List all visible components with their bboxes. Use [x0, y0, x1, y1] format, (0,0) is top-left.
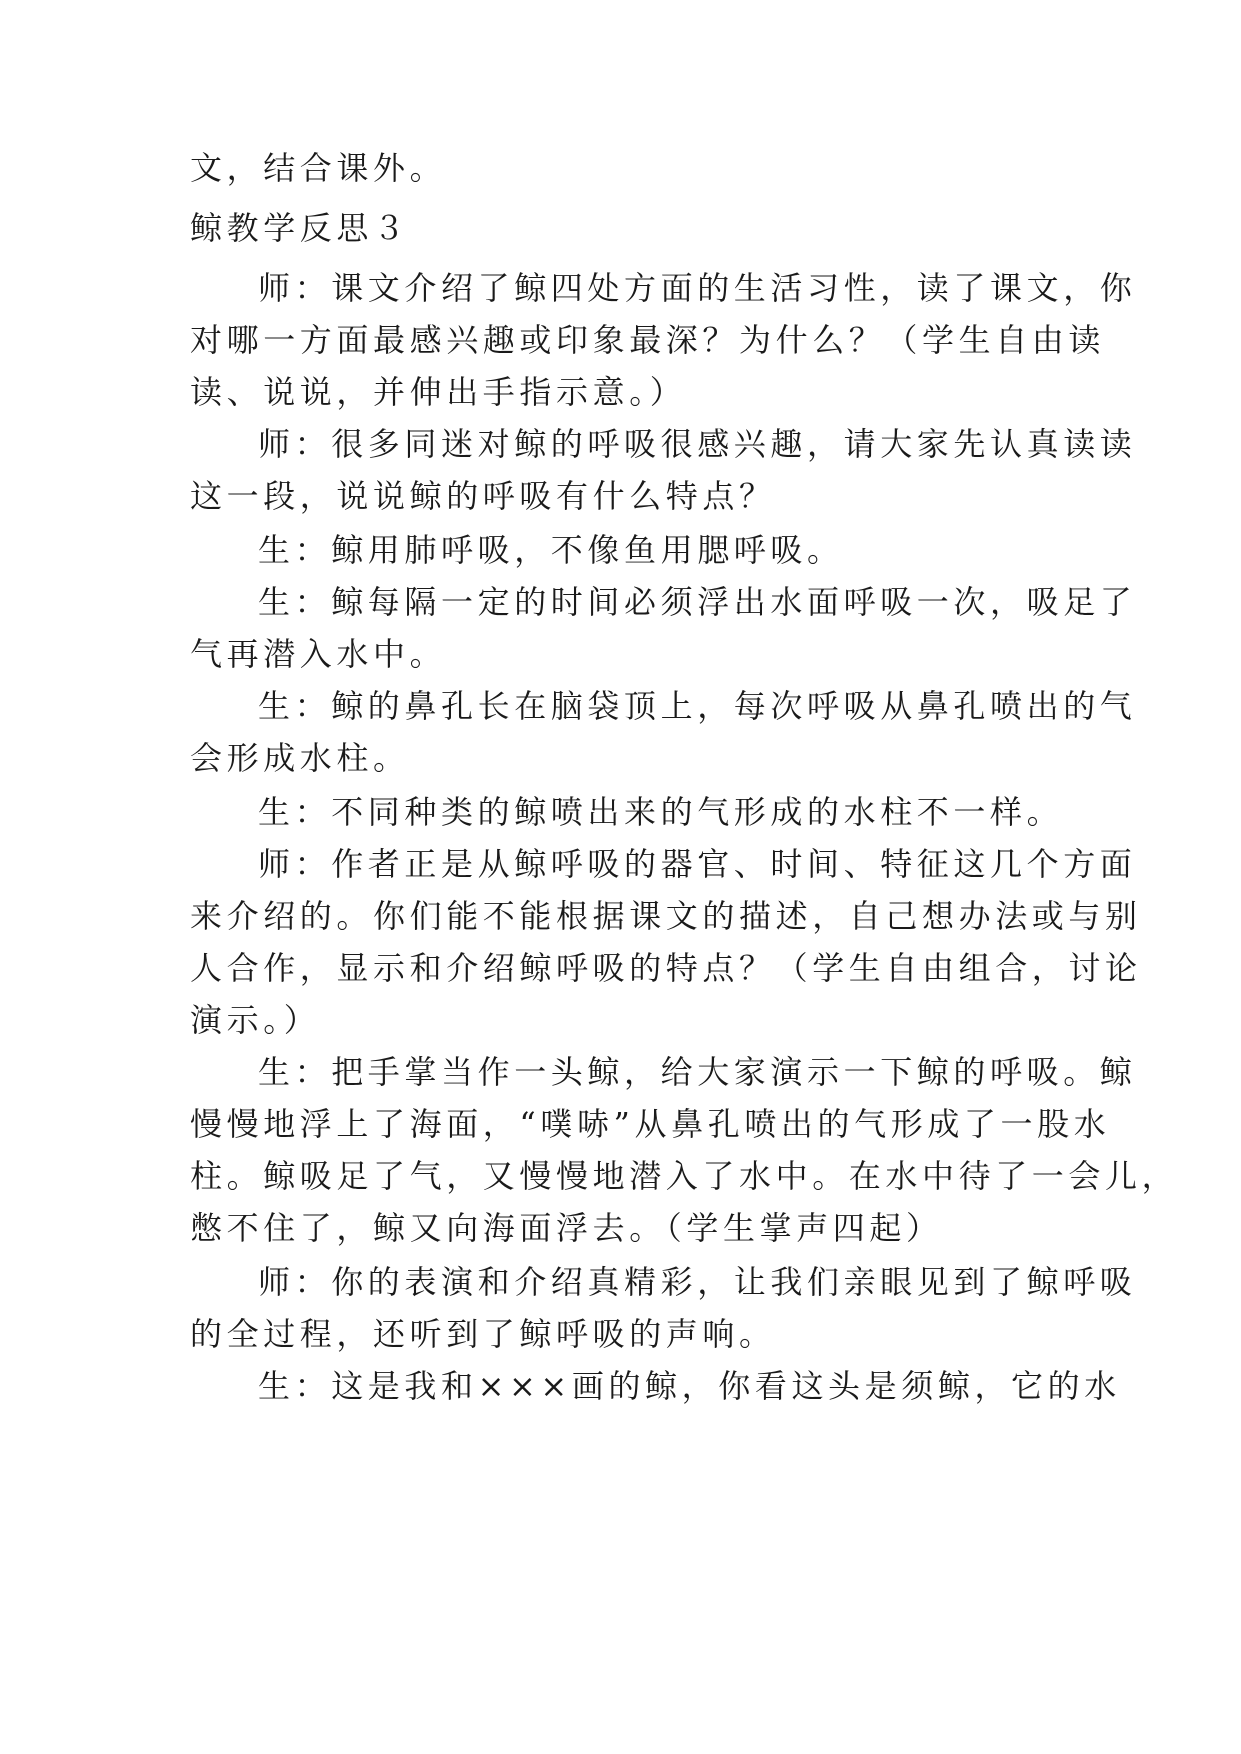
text-line: 会形成水柱。 — [190, 739, 410, 777]
text-line: 来介绍的。你们能不能根据课文的描述，自己想办法或与别 — [190, 897, 1142, 935]
text-line: 慢慢地浮上了海面，“噗哧”从鼻孔喷出的气形成了一股水 — [190, 1105, 1111, 1143]
text-line: 对哪一方面最感兴趣或印象最深？为什么？（学生自由读 — [190, 321, 1106, 359]
text-line: 生：鲸用肺呼吸，不像鱼用腮呼吸。 — [258, 531, 844, 569]
text-line: 师：很多同迷对鲸的呼吸很感兴趣，请大家先认真读读 — [258, 425, 1137, 463]
text-line: 气再潜入水中。 — [190, 635, 447, 673]
text-line: 生：不同种类的鲸喷出来的气形成的水柱不一样。 — [258, 793, 1064, 831]
text-line: 师：课文介绍了鲸四处方面的生活习性，读了课文，你 — [258, 269, 1137, 307]
text-line: 这一段，说说鲸的呼吸有什么特点？ — [190, 477, 776, 515]
text-line: 生：把手掌当作一头鲸，给大家演示一下鲸的呼吸。鲸 — [258, 1053, 1137, 1091]
text-line: 憋不住了，鲸又向海面浮去。（学生掌声四起） — [190, 1209, 943, 1247]
text-line: 文，结合课外。 — [190, 149, 447, 187]
text-line: 师：作者正是从鲸呼吸的器官、时间、特征这几个方面 — [258, 845, 1137, 883]
text-line: 生：这是我和×××画的鲸，你看这头是须鲸，它的水 — [258, 1367, 1121, 1405]
text-line: 读、说说，并伸出手指示意。） — [190, 373, 687, 411]
text-line: 生：鲸每隔一定的时间必须浮出水面呼吸一次，吸足了 — [258, 583, 1137, 621]
text-line: 演示。） — [190, 1001, 321, 1039]
text-line: 生：鲸的鼻孔长在脑袋顶上，每次呼吸从鼻孔喷出的气 — [258, 687, 1137, 725]
section-heading: 鲸教学反思３ — [190, 209, 410, 247]
text-line: 人合作，显示和介绍鲸呼吸的特点？（学生自由组合，讨论 — [190, 949, 1142, 987]
text-line: 的全过程，还听到了鲸呼吸的声响。 — [190, 1315, 776, 1353]
text-line: 师：你的表演和介绍真精彩，让我们亲眼见到了鲸呼吸 — [258, 1263, 1137, 1301]
text-line: 柱。鲸吸足了气，又慢慢地潜入了水中。在水中待了一会儿， — [190, 1157, 1179, 1195]
